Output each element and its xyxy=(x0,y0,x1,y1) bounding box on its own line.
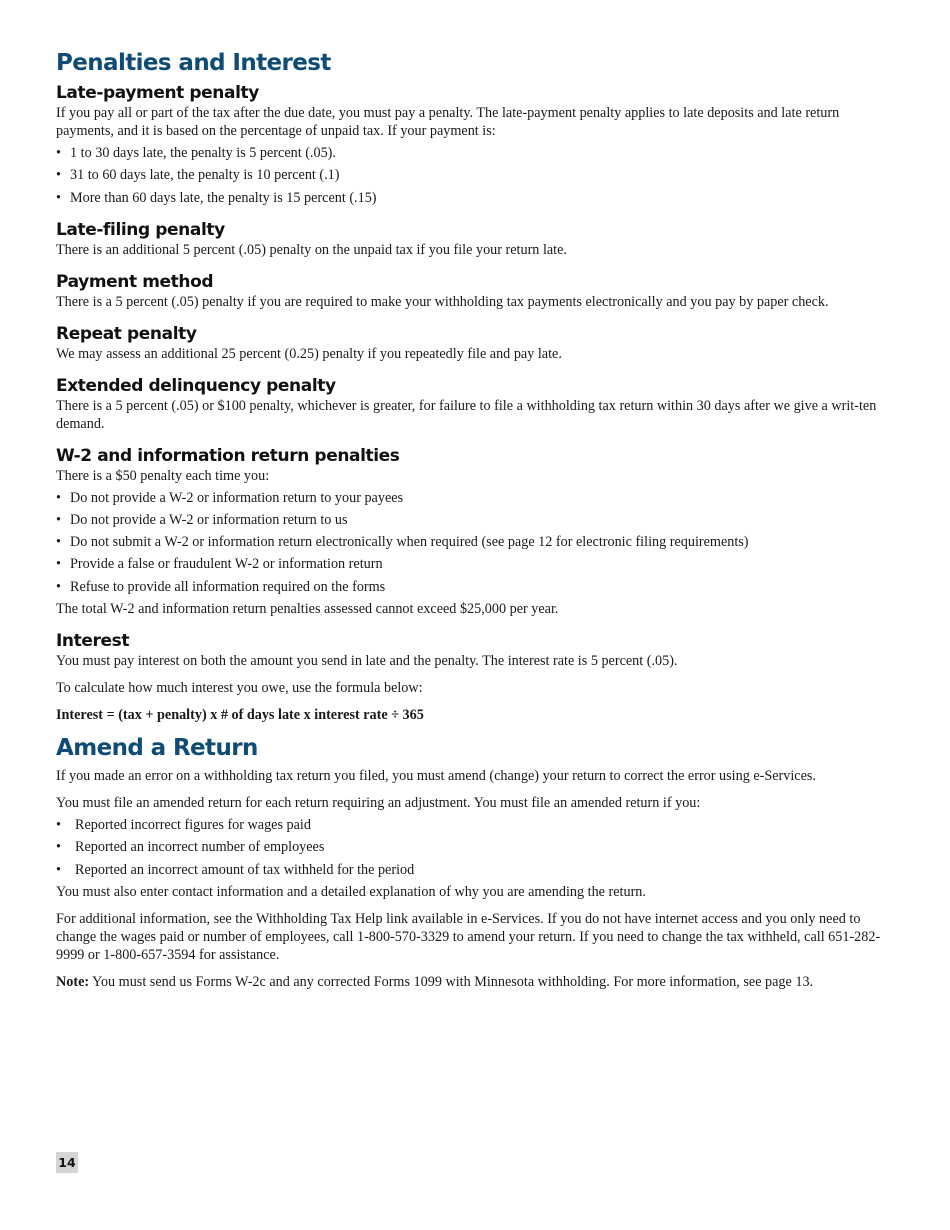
document-page xyxy=(56,48,898,1000)
penalties-title: Penalties and Interest xyxy=(56,50,331,76)
list-item: • More than 60 days late, the penalty is 15 percent (.15) xyxy=(56,189,898,207)
list-item: • Provide a false or fraudulent W-2 or information return xyxy=(56,555,898,573)
late-payment-intro: If you pay all or part of the tax after the due date, you must pay a penalty. The late-payment penalty applies to late deposits and late return payments, and it is based on the percentage of unpaid tax. If your payment is: xyxy=(56,105,840,139)
late-payment-heading: Late-payment penalty xyxy=(56,83,259,103)
note-text: You must send us Forms W-2c and any corrected Forms 1099 with Minnesota withholding. For more information, see page 13. xyxy=(89,973,814,990)
interest-formula: Interest = (tax + penalty) x # of days late x interest rate ÷ 365 xyxy=(56,707,424,724)
extended-delinquency-text: There is a 5 percent (.05) or $100 penalty, whichever is greater, for failure to file a withholding tax return within 30 days after we give a writ-ten demand. xyxy=(56,397,877,432)
list-item: • Refuse to provide all information required on the forms xyxy=(56,578,898,596)
repeat-penalty-heading: Repeat penalty xyxy=(56,323,197,344)
amend-title: Amend a Return xyxy=(56,735,258,762)
w2-penalties-intro: There is a $50 penalty each time you: xyxy=(56,467,270,484)
list-item: • Reported an incorrect number of employees xyxy=(56,838,898,856)
list-item: • 1 to 30 days late, the penalty is 5 percent (.05). xyxy=(56,144,898,162)
list-item: • Do not provide a W-2 or information return to us xyxy=(56,511,898,529)
interest-text-1: You must pay interest on both the amount you send in late and the penalty. The interest rate is 5 percent (.05). xyxy=(56,653,678,670)
list-item: • Do not submit a W-2 or information return electronically when required (see page 12 for electronic filing requirements) xyxy=(56,533,898,551)
w2-penalties-heading: W-2 and information return penalties xyxy=(56,445,400,466)
amend-paragraph-4: For additional information, see the Withholding Tax Help link available in e-Services. If you do not have internet access and you only need to change the wages paid or number of employees, call 1-800-570-3329 to amend your return. If you need to change the tax withheld, call 651-282-9999 or 1-800-657-3594 for assistance. xyxy=(56,910,881,963)
payment-method-heading: Payment method xyxy=(56,271,214,292)
interest-text-2: To calculate how much interest you owe, use the formula below: xyxy=(56,680,423,697)
amend-paragraph-2: You must file an amended return for each return requiring an adjustment. You must file an amended return if you: xyxy=(56,795,701,812)
amend-note xyxy=(56,973,898,991)
w2-penalties-outro: The total W-2 and information return penalties assessed cannot exceed $25,000 per year. xyxy=(56,601,559,618)
extended-delinquency-heading: Extended delinquency penalty xyxy=(56,375,336,396)
amend-paragraph-1: If you made an error on a withholding tax return you filed, you must amend (change) your return to correct the error using e-Services. xyxy=(56,768,816,785)
list-item: • Reported incorrect figures for wages paid xyxy=(56,816,898,834)
note-label: Note: xyxy=(56,973,90,990)
amend-paragraph-3: You must also enter contact information and a detailed explanation of why you are amending the return. xyxy=(56,883,646,900)
late-filing-heading: Late-filing penalty xyxy=(56,219,225,240)
payment-method-text: There is a 5 percent (.05) penalty if you are required to make your withholding tax payments electronically and you pay by paper check. xyxy=(56,293,829,310)
list-item: • 31 to 60 days late, the penalty is 10 percent (.1) xyxy=(56,166,898,184)
late-filing-text: There is an additional 5 percent (.05) penalty on the unpaid tax if you file your return late. xyxy=(56,241,567,258)
interest-heading: Interest xyxy=(56,631,130,652)
repeat-penalty-text: We may assess an additional 25 percent (0.25) penalty if you repeatedly file and pay late. xyxy=(56,345,562,362)
page-number: 14 xyxy=(56,1152,78,1173)
amend-list xyxy=(56,816,898,879)
list-item: • Do not provide a W-2 or information return to your payees xyxy=(56,489,898,507)
w2-penalties-list xyxy=(56,489,898,596)
list-item: • Reported an incorrect amount of tax withheld for the period xyxy=(56,861,898,879)
late-payment-list xyxy=(56,144,898,207)
